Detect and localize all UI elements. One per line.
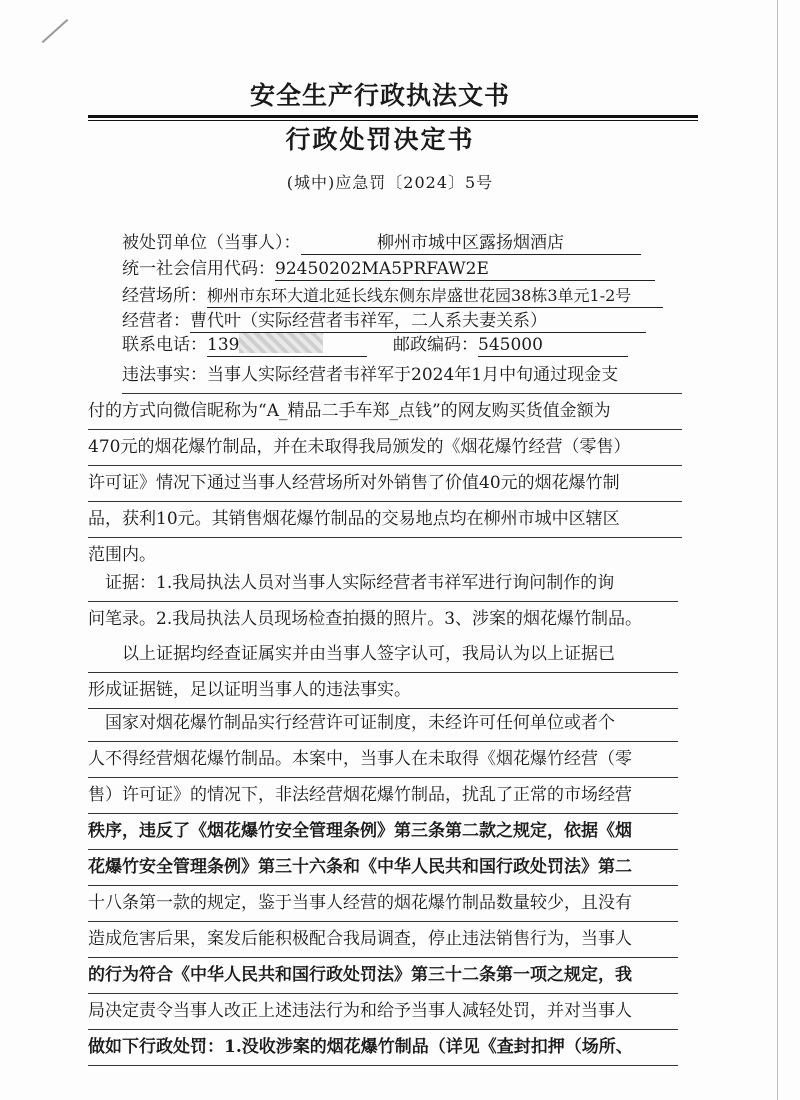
facts-line: 付的方式向微信昵称为“A_精品二手车郑_点钱”的网友购买货值金额为 bbox=[88, 394, 682, 430]
ruling-line: 人不得经营烟花爆竹制品。本案中，当事人在未取得《烟花爆竹经营（零 bbox=[88, 742, 678, 778]
facts-line: 470元的烟花爆竹制品，并在未取得我局颁发的《烟花爆竹经营（零售） bbox=[88, 430, 682, 466]
ruling-line: 局决定责令当事人改正上述违法行为和给予当事人减轻处罚，并对当事人 bbox=[88, 994, 678, 1030]
credit-label: 统一社会信用代码： bbox=[122, 259, 275, 279]
unit-value: 柳州市城中区露扬烟酒店 bbox=[301, 228, 641, 255]
redaction-mask bbox=[239, 333, 323, 353]
header-rule-thick bbox=[88, 115, 698, 118]
document-number: (城中)应急罚〔2024〕5号 bbox=[286, 173, 494, 192]
ruling-line: 的行为符合《中华人民共和国行政处罚法》第三十二条第一项之规定，我 bbox=[88, 958, 678, 994]
credit-value: 92450202MA5PRFAW2E bbox=[275, 259, 655, 281]
evidence-line: 以上证据均经查证属实并由当事人签字认可，我局认为以上证据已 bbox=[88, 637, 678, 673]
evidence-paragraph bbox=[88, 566, 678, 709]
page-edge bbox=[777, 0, 778, 1100]
ruling-line: 花爆竹安全管理条例》第三十六条和《中华人民共和国行政处罚法》第二 bbox=[88, 850, 678, 886]
ruling-line: 造成危害后果，案发后能积极配合我局调查，停止违法销售行为，当事人 bbox=[88, 922, 678, 958]
facts-paragraph bbox=[88, 358, 682, 573]
unit-row bbox=[122, 228, 641, 255]
place-label: 经营场所： bbox=[122, 286, 207, 306]
unit-label: 被处罚单位（当事人）： bbox=[122, 233, 301, 253]
facts-line: 范围内。 bbox=[88, 545, 156, 565]
document-title: 行政处罚决定书 bbox=[285, 125, 475, 154]
operator-value: 曹代叶（实际经营者韦祥军，二人系夫妻关系） bbox=[190, 306, 646, 333]
credit-row bbox=[122, 254, 655, 281]
operator-label: 经营者： bbox=[122, 311, 190, 331]
evidence-line: 问笔录。2.我局执法人员现场检查拍摄的照片。3、涉案的烟花爆竹制品。 bbox=[88, 609, 643, 629]
ruling-paragraph bbox=[88, 706, 678, 1066]
document-series-title: 安全生产行政执法文书 bbox=[249, 81, 510, 110]
ruling-line: 秩序，违反了《烟花爆竹安全管理条例》第三条第二款之规定，依据《烟 bbox=[88, 814, 678, 850]
ruling-line: 十八条第一款的规定，鉴于当事人经营的烟花爆竹制品数量较少，且没有 bbox=[88, 886, 678, 922]
ruling-line: 售）许可证》的情况下，非法经营烟花爆竹制品，扰乱了正常的市场经营 bbox=[88, 778, 678, 814]
facts-line: 许可证》情况下通过当事人经营场所对外销售了价值40元的烟花爆竹制 bbox=[88, 466, 682, 502]
evidence-line: 证据：1.我局执法人员对当事人实际经营者韦祥军进行询问制作的询 bbox=[88, 566, 678, 602]
place-row bbox=[122, 281, 663, 308]
corner-mark bbox=[42, 19, 69, 43]
postcode-value: 545000 bbox=[478, 335, 628, 357]
facts-line: 违法事实：当事人实际经营者韦祥军于2024年1月中旬通过现金支 bbox=[122, 358, 682, 394]
place-value: 柳州市东环大道北延长线东侧东岸盛世花园38栋3单元1-2号 bbox=[207, 283, 663, 308]
evidence-line: 形成证据链，足以证明当事人的违法事实。 bbox=[88, 673, 678, 709]
phone-value: 139 bbox=[207, 335, 240, 355]
postcode-label: 邮政编码： bbox=[393, 335, 478, 355]
contact-row bbox=[122, 330, 628, 357]
ruling-line: 国家对烟花爆竹制品实行经营许可证制度，未经许可任何单位或者个 bbox=[88, 706, 678, 742]
phone-label: 联系电话： bbox=[122, 335, 207, 355]
operator-row bbox=[122, 306, 646, 333]
facts-line: 品，获利10元。其销售烟花爆竹制品的交易地点均在柳州市城中区辖区 bbox=[88, 502, 682, 538]
ruling-line: 做如下行政处罚：1.没收涉案的烟花爆竹制品（详见《查封扣押（场所、 bbox=[88, 1030, 678, 1066]
